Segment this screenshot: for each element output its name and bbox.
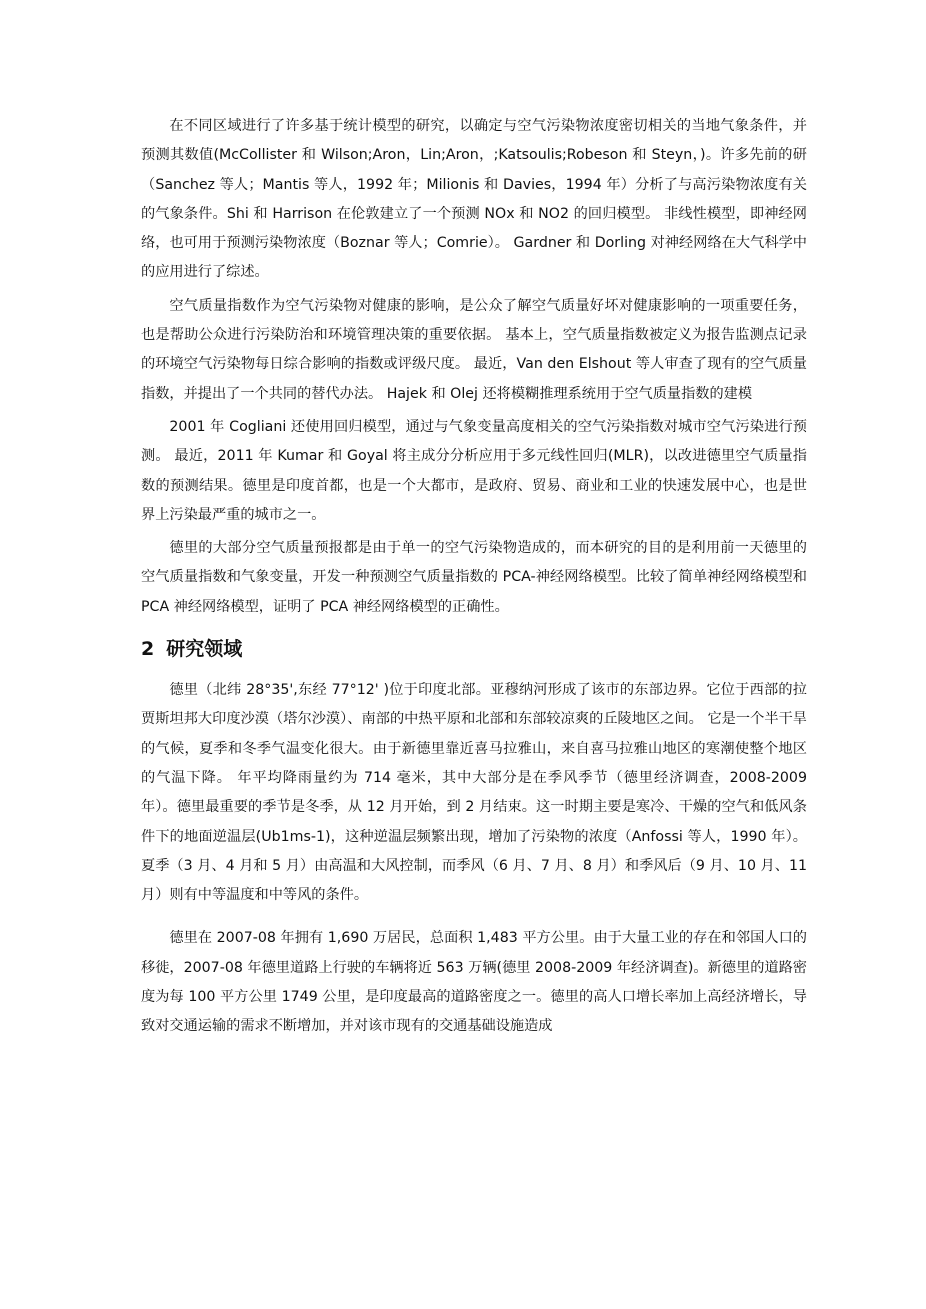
paragraph-regression-delhi: 2001 年 Cogliani 还使用回归模型，通过与气象变量高度相关的空气污染指数对城市空气污染进行预测。 最近，2011 年 Kumar 和 Goyal 将主成分分析应用于多元线性回归(MLR)，以改进德里空气质量指数的预测结果。德里是印度首都，也是一个大都市，是政府、贸易、商业和工业的快速发展中心，也是世界上污染最严重的城市之一。 (141, 418, 807, 523)
section-heading-study-area (141, 632, 807, 666)
document-body (141, 112, 807, 1046)
paragraph-study-aim: 德里的大部分空气质量预报都是由于单一的空气污染物造成的，而本研究的目的是利用前一天德里的空气质量指数和气象变量，开发一种预测空气质量指数的 PCA-神经网络模型。比较了简单神经网络模型和 PCA 神经网络模型，证明了 PCA 神经网络模型的正确性。 (141, 540, 807, 615)
paragraph-statistical-models: 在不同区域进行了许多基于统计模型的研究，以确定与空气污染物浓度密切相关的当地气象条件，并预测其数值(McCollister 和 Wilson;Aron，Lin;Aron，;Katsoulis;Robeson 和 Steyn，)。许多先前的研（Sanchez 等人；Mantis 等人，1992 年；Milionis 和 Davies，1994 年）分析了与高污染物浓度有关的气象条件。Shi 和 Harrison 在伦敦建立了一个预测 NOx 和 NO2 的回归模型。 非线性模型，即神经网络，也可用于预测污染物浓度（Boznar 等人；Comrie）。 Gardner 和 Dorling 对神经网络在大气科学中的应用进行了综述。 (141, 118, 807, 281)
paragraph-delhi-population: 德里在 2007-08 年拥有 1,690 万居民，总面积 1,483 平方公里。由于大量工业的存在和邻国人口的移徙，2007-08 年德里道路上行驶的车辆将近 563 万辆(德里 2008-2009 年经济调查)。新德里的道路密度为每 100 平方公里 1749 公里，是印度最高的道路密度之一。德里的高人口增长率加上高经济增长，导致对交通运输的需求不断增加，并对该市现有的交通基础设施造成 (141, 930, 807, 1035)
paragraph-air-quality-index: 空气质量指数作为空气污染物对健康的影响，是公众了解空气质量好坏对健康影响的一项重要任务，也是帮助公众进行污染防治和环境管理决策的重要依据。 基本上，空气质量指数被定义为报告监测点记录的环境空气污染物每日综合影响的指数或评级尺度。 最近，Van den Elshout 等人审查了现有的空气质量指数，并提出了一个共同的替代办法。 Hajek 和 Olej 还将模糊推理系统用于空气质量指数的建模 (141, 297, 807, 402)
section-number: 2 (141, 638, 155, 661)
paragraph-delhi-geography: 德里（北纬 28°35',东经 77°12' )位于印度北部。亚穆纳河形成了该市的东部边界。它位于西部的拉贾斯坦邦大印度沙漠（塔尔沙漠）、南部的中热平原和北部和东部较凉爽的丘陵地区之间。 它是一个半干旱的气候，夏季和冬季气温变化很大。由于新德里靠近喜马拉雅山，来自喜马拉雅山地区的寒潮使整个地区的气温下降。 年平均降雨量约为 714 毫米，其中大部分是在季风季节（德里经济调查，2008-2009 年）。德里最重要的季节是冬季，从 12 月开始，到 2 月结束。这一时期主要是寒冷、干燥的空气和低风条件下的地面逆温层(Ub1ms-1)，这种逆温层频繁出现，增加了污染物的浓度（Anfossi 等人，1990 年）。夏季（3 月、4 月和 5 月）由高温和大风控制，而季风（6 月、7 月、8 月）和季风后（9 月、10 月、11 月）则有中等温度和中等风的条件。 (141, 682, 807, 904)
section-title: 研究领域 (166, 638, 243, 661)
